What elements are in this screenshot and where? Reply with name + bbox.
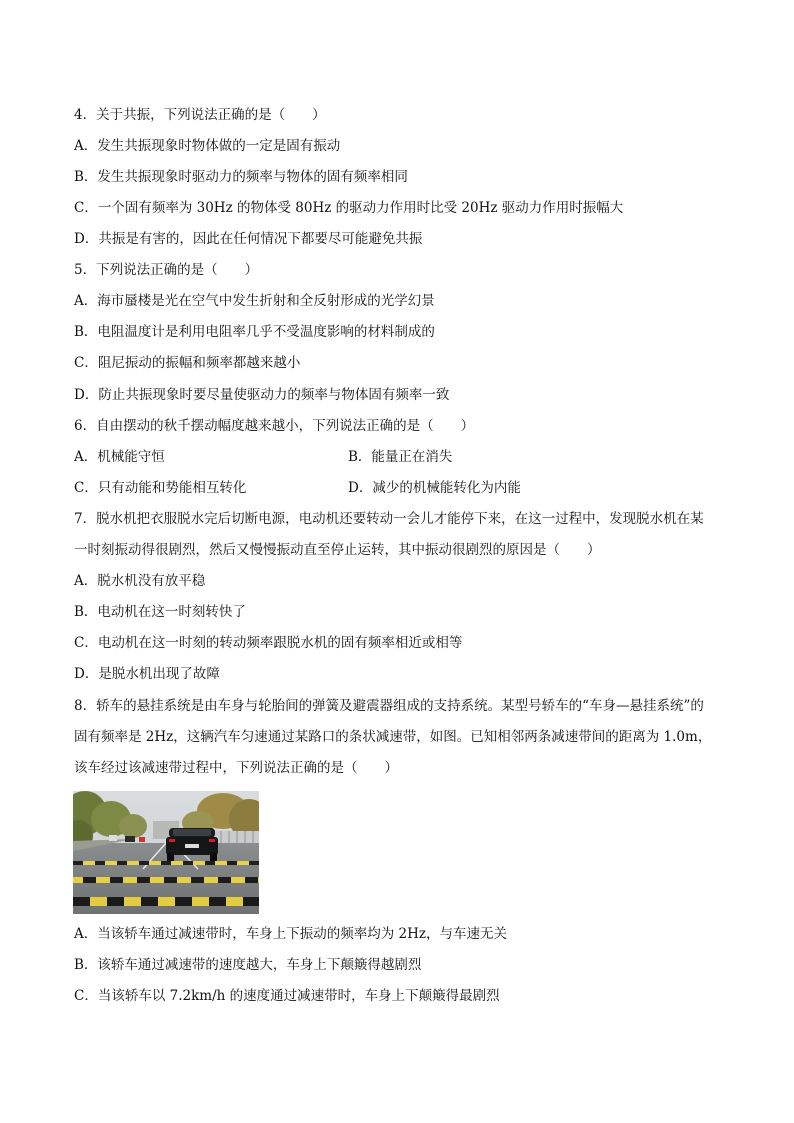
q5-option-b: B．电阻温度计是利用电阻率几乎不受温度影响的材料制成的: [74, 324, 435, 340]
q8-stem-line3: 该车经过该减速带过程中，下列说法正确的是（ ）: [74, 760, 398, 776]
q7-option-a: A．脱水机没有放平稳: [74, 573, 206, 589]
q6-option-d: D．减少的机械能转化为内能: [348, 480, 521, 496]
q8-option-c: C．当该轿车以 7.2km/h 的速度通过减速带时，车身上下颠簸得最剧烈: [74, 988, 500, 1004]
q8-stem-line2: 固有频率是 2Hz，这辆汽车匀速通过某路口的条状减速带，如图。已知相邻两条减速带间的距离为 1.0m，: [74, 729, 712, 745]
q4-option-b: B．发生共振现象时驱动力的频率与物体的固有频率相同: [74, 169, 408, 185]
q8-option-b: B．该轿车通过减速带的速度越大，车身上下颠簸得越剧烈: [74, 957, 422, 973]
q6-option-a: A．机械能守恒: [74, 449, 165, 465]
speed-bump-photo: [73, 791, 259, 914]
q8-stem-line1: 8．轿车的悬挂系统是由车身与轮胎间的弹簧及避震器组成的支持系统。某型号轿车的“车身—悬挂系统”的: [74, 698, 704, 714]
q6-option-c: C．只有动能和势能相互转化: [74, 480, 247, 496]
q5-option-d: D．防止共振现象时要尽量使驱动力的频率与物体固有频率一致: [74, 387, 450, 403]
q5-option-c: C．阻尼振动的振幅和频率都越来越小: [74, 355, 301, 371]
q7-option-b: B．电动机在这一时刻转快了: [74, 604, 246, 620]
q7-option-d: D．是脱水机出现了故障: [74, 666, 220, 682]
q5-stem: 5．下列说法正确的是（ ）: [74, 262, 259, 278]
q5-option-a: A．海市蜃楼是光在空气中发生折射和全反射形成的光学幻景: [74, 293, 435, 309]
q8-option-a: A．当该轿车通过减速带时，车身上下振动的频率均为 2Hz，与车速无关: [74, 926, 508, 942]
q6-stem: 6．自由摆动的秋千摆动幅度越来越小，下列说法正确的是（ ）: [74, 418, 475, 434]
q4-option-c: C．一个固有频率为 30Hz 的物体受 80Hz 的驱动力作用时比受 20Hz 驱动力作用时振幅大: [74, 200, 624, 216]
q4-option-d: D．共振是有害的，因此在任何情况下都要尽可能避免共振: [74, 231, 423, 247]
q7-stem-line1: 7．脱水机把衣服脱水完后切断电源，电动机还要转动一会儿才能停下来，在这一过程中，发现脱水机在某: [74, 511, 704, 527]
q6-option-b: B．能量正在消失: [348, 449, 453, 465]
q4-option-a: A．发生共振现象时物体做的一定是固有振动: [74, 138, 341, 154]
q7-stem-line2: 一时刻振动得很剧烈，然后又慢慢振动直至停止运转，其中振动很剧烈的原因是（ ）: [74, 542, 601, 558]
q7-option-c: C．电动机在这一时刻的转动频率跟脱水机的固有频率相近或相等: [74, 635, 463, 651]
q4-stem: 4．关于共振，下列说法正确的是（ ）: [74, 107, 326, 123]
